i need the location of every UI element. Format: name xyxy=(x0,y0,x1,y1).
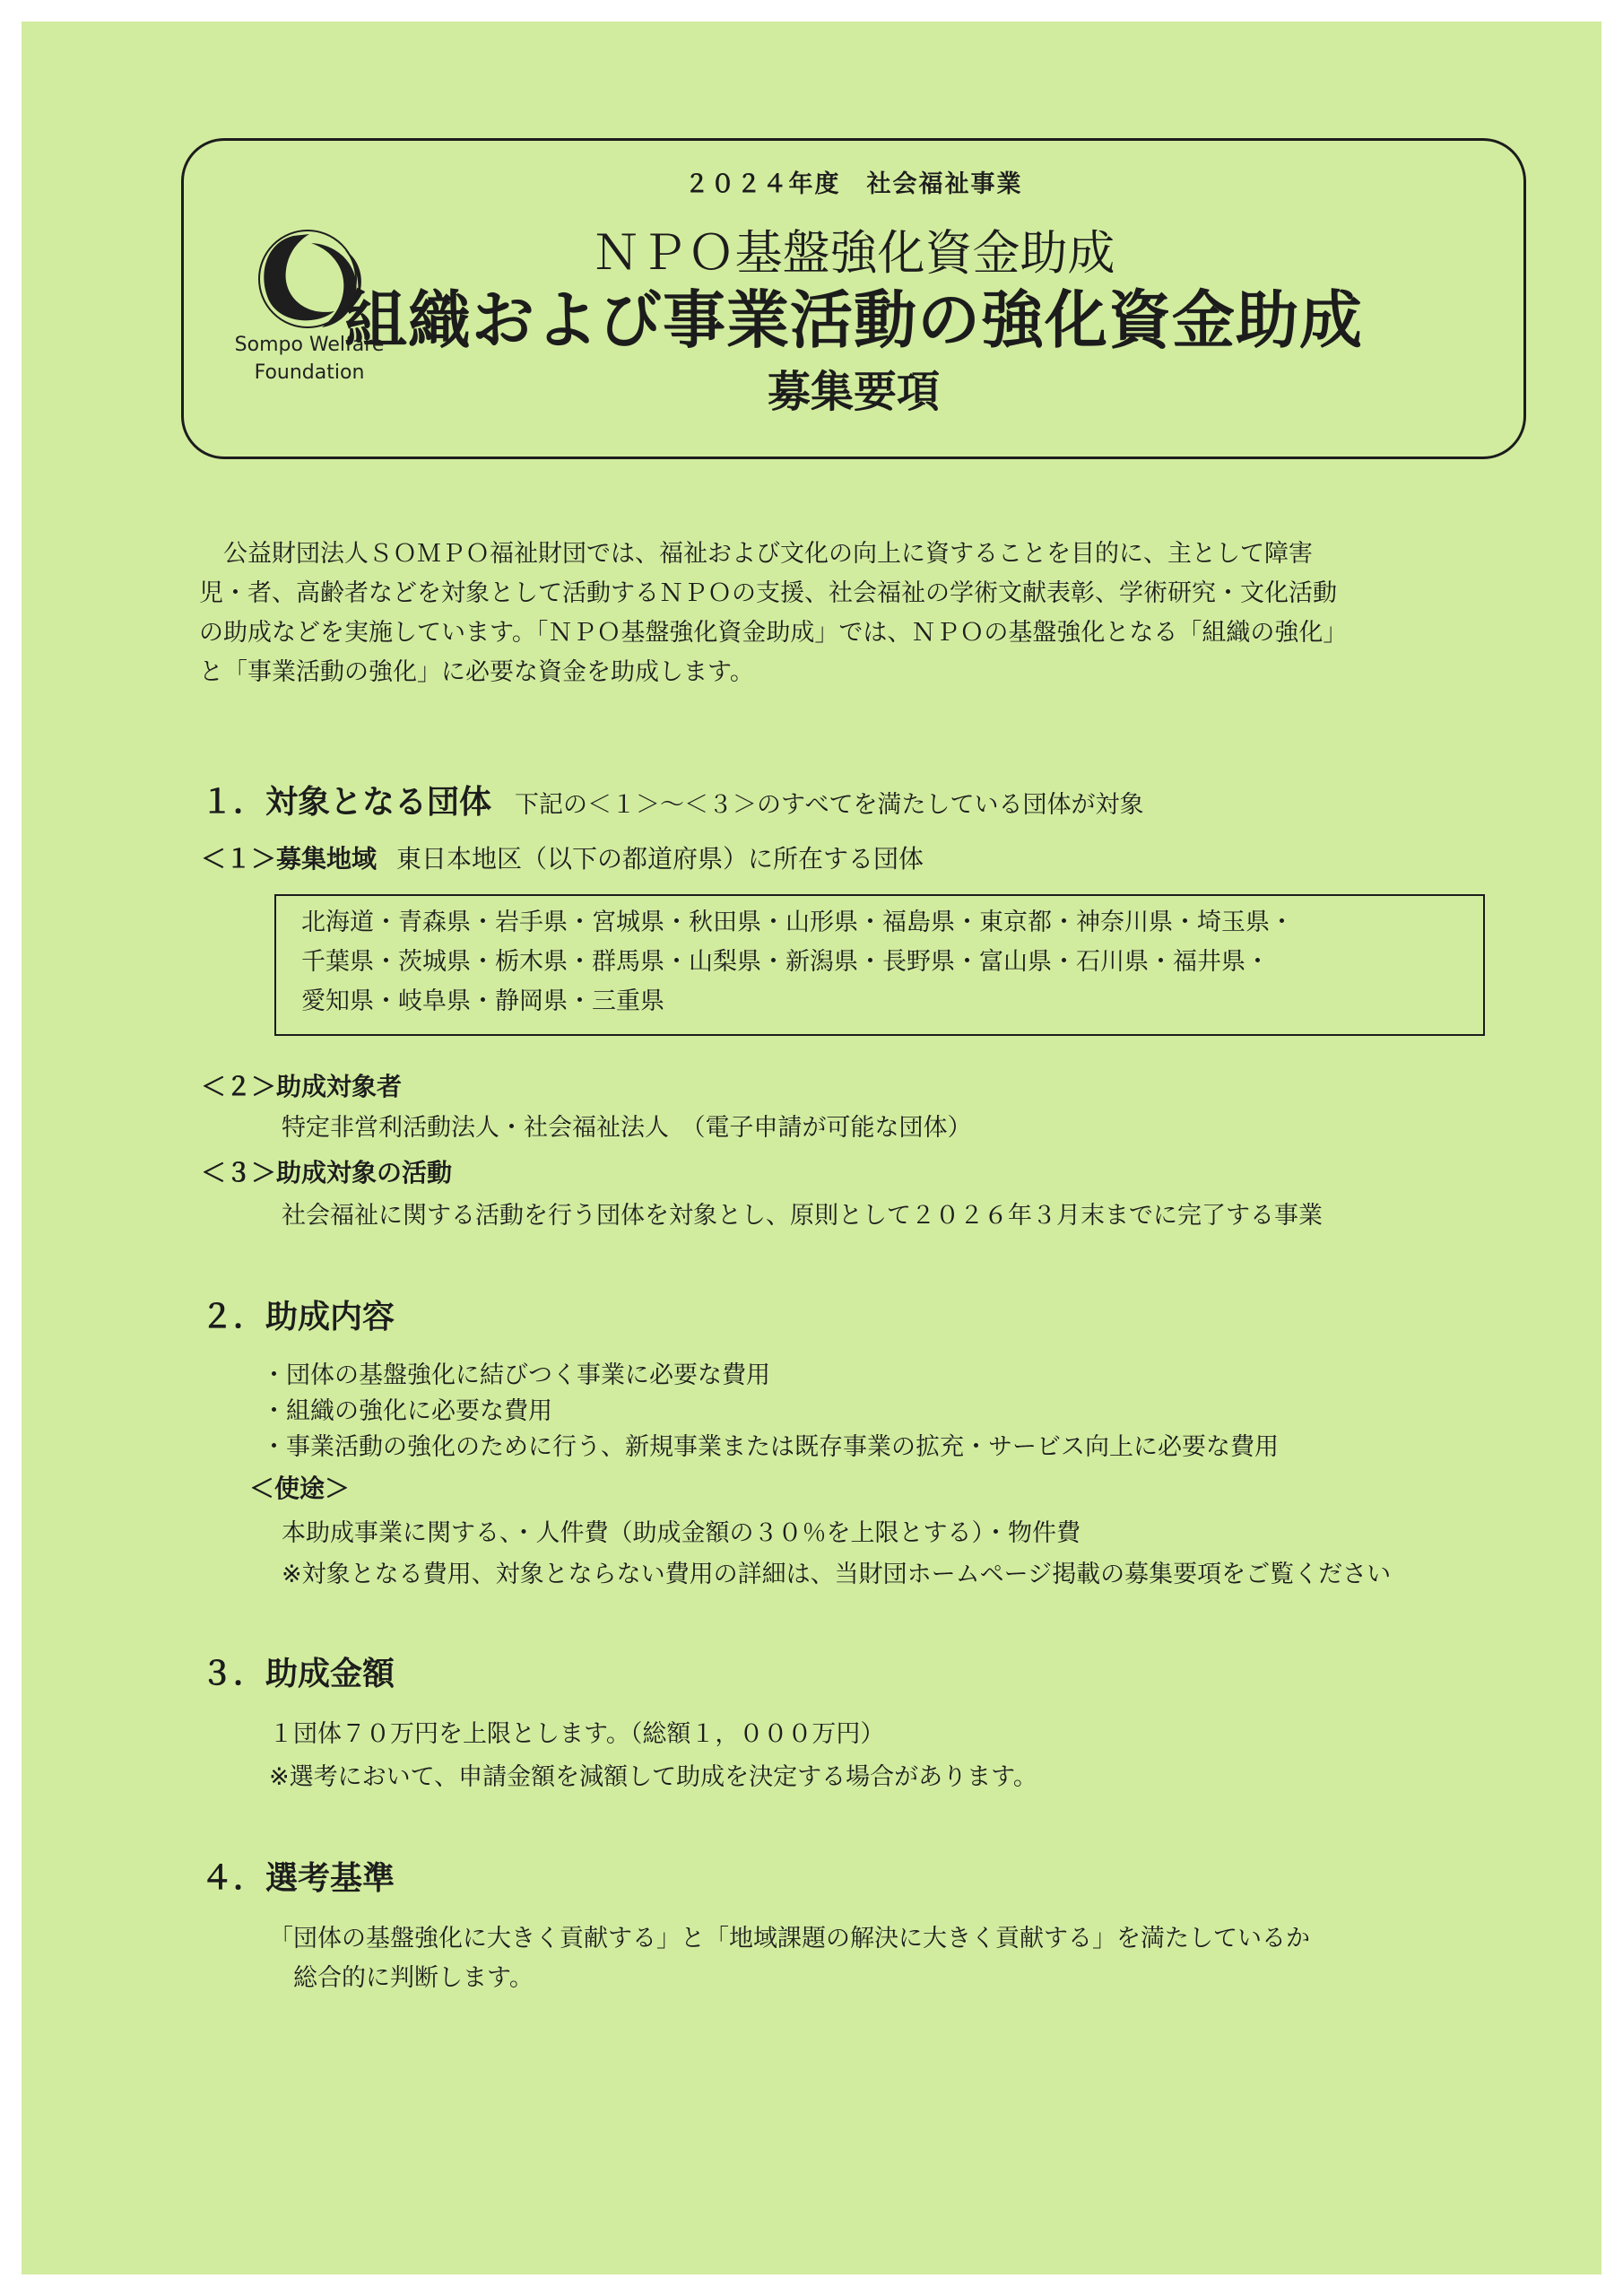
region-title: ＜１＞募集地域 xyxy=(201,844,378,874)
section1-heading xyxy=(201,777,1143,822)
section2-title: ２．助成内容 xyxy=(201,1299,395,1335)
selection-criteria-line: 「団体の基盤強化に大きく貢献する」と「地域課題の解決に大きく貢献する」を満たしているか xyxy=(269,1925,1310,1952)
usage-title: ＜使途＞ xyxy=(249,1474,351,1503)
usage-text: 本助成事業に関する、・人件費（助成金額の３０％を上限とする）・物件費 xyxy=(282,1519,1081,1547)
section3-title: ３．助成金額 xyxy=(201,1656,395,1692)
header-box xyxy=(181,138,1526,459)
section4-title: ４．選考基準 xyxy=(201,1860,395,1897)
region-heading xyxy=(201,839,924,875)
intro-line: 児・者、高齢者などを対象として活動するＮＰＯの支援、社会福祉の学術文献表彰、学術研究・文化活動 xyxy=(199,579,1337,607)
eligible-activity-text: 社会福祉に関する活動を行う団体を対象とし、原則として２０２６年３月末までに完了する事業 xyxy=(282,1202,1323,1230)
intro-line: の助成などを実施しています。「ＮＰＯ基盤強化資金助成」では、ＮＰＯの基盤強化となる「組織の強化」 xyxy=(199,619,1348,647)
prefecture-list xyxy=(301,903,1294,1022)
selection-criteria-line: 総合的に判断します。 xyxy=(269,1964,534,1992)
grant-content-list xyxy=(262,1358,1279,1465)
section1-note: 下記の＜１＞～＜３＞のすべてを満たしている団体が対象 xyxy=(515,791,1144,819)
logo-text-line1: Sompo Welfare xyxy=(234,334,385,356)
intro-line: と「事業活動の強化」に必要な資金を助成します。 xyxy=(199,658,754,686)
region-note: 東日本地区（以下の都道府県）に所在する団体 xyxy=(396,844,924,874)
prefecture-line: 愛知県・岐阜県・静岡県・三重県 xyxy=(301,987,664,1015)
program-title: 組織および事業活動の強化資金助成 xyxy=(344,283,1363,357)
grant-amount-note: ※選考において、申請金額を減額して助成を決定する場合があります。 xyxy=(269,1763,1037,1791)
intro-line: 公益財団法人ＳＯＭＰＯ福祉財団では、福祉および文化の向上に資することを目的に、主として障害 xyxy=(223,540,1313,568)
section1-title: １．対象となる団体 xyxy=(201,784,492,821)
prefecture-line: 千葉県・茨城県・栃木県・群馬県・山梨県・新潟県・長野県・富山県・石川県・福井県・ xyxy=(301,948,1270,976)
intro-paragraph xyxy=(199,535,1347,692)
prefecture-line: 北海道・青森県・岩手県・宮城県・秋田県・山形県・福島県・東京都・神奈川県・埼玉県・ xyxy=(301,909,1294,936)
selection-criteria-text xyxy=(269,1919,1310,1998)
flyer-page xyxy=(22,22,1601,2274)
eligible-org-text: 特定非営利活動法人・社会福祉法人 （電子申請が可能な団体） xyxy=(282,1114,972,1142)
usage-note: ※対象となる費用、対象とならない費用の詳細は、当財団ホームページ掲載の募集要項をご覧ください xyxy=(282,1561,1392,1588)
logo-text-line2: Foundation xyxy=(254,361,365,384)
grant-content-bullet: ・団体の基盤強化に結びつく事業に必要な費用 xyxy=(262,1361,770,1389)
fiscal-year-line: ２０２４年度 社会福祉事業 xyxy=(684,170,1023,198)
grant-content-bullet: ・組織の強化に必要な費用 xyxy=(262,1397,552,1425)
eligible-activity-title: ＜３＞助成対象の活動 xyxy=(201,1158,453,1187)
program-subtitle: ＮＰＯ基盤強化資金助成 xyxy=(592,226,1115,281)
guideline-title: 募集要項 xyxy=(767,367,940,417)
prefecture-box xyxy=(274,894,1485,1036)
grant-content-bullet: ・事業活動の強化のために行う、新規事業または既存事業の拡充・サービス向上に必要な費用 xyxy=(262,1433,1279,1461)
eligible-org-title: ＜２＞助成対象者 xyxy=(201,1072,403,1101)
grant-amount-text: １団体７０万円を上限とします。（総額１，０００万円） xyxy=(269,1720,885,1748)
